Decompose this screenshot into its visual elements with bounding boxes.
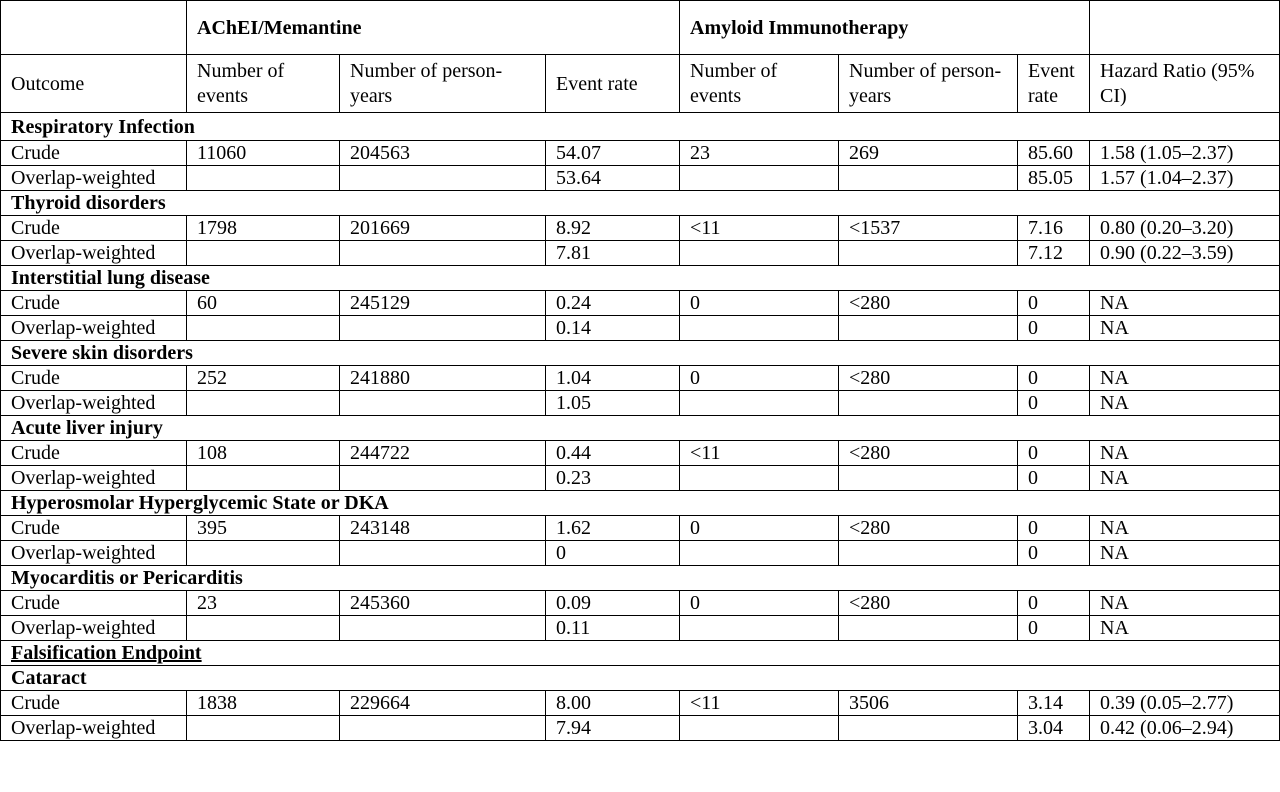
amyloid-events-cell: 0 xyxy=(680,366,839,391)
section-header-row xyxy=(1,266,1280,291)
outcome-cell: Crude xyxy=(1,691,187,716)
hazard-ratio-cell: 0.39 (0.05–2.77) xyxy=(1090,691,1280,716)
group-header-achei: AChEI/Memantine xyxy=(187,1,680,55)
achei-events-cell: 395 xyxy=(187,516,340,541)
achei-person-years-cell xyxy=(340,541,546,566)
amyloid-event-rate-cell: 0 xyxy=(1018,366,1090,391)
achei-event-rate-cell: 0.23 xyxy=(546,466,680,491)
amyloid-events-cell xyxy=(680,616,839,641)
table-row xyxy=(1,591,1280,616)
amyloid-person-years-cell: <280 xyxy=(839,591,1018,616)
section-header-row xyxy=(1,191,1280,216)
outcome-cell: Overlap-weighted xyxy=(1,616,187,641)
amyloid-person-years-cell: <280 xyxy=(839,441,1018,466)
column-header-row xyxy=(1,55,1280,113)
hazard-ratio-cell: NA xyxy=(1090,291,1280,316)
section-header-row xyxy=(1,341,1280,366)
amyloid-events-cell xyxy=(680,466,839,491)
achei-events-cell xyxy=(187,541,340,566)
achei-event-rate-cell: 8.92 xyxy=(546,216,680,241)
achei-event-rate-cell: 0.44 xyxy=(546,441,680,466)
achei-events-cell: 60 xyxy=(187,291,340,316)
amyloid-event-rate-cell: 0 xyxy=(1018,466,1090,491)
achei-person-years-cell: 229664 xyxy=(340,691,546,716)
table-row xyxy=(1,291,1280,316)
outcome-cell: Overlap-weighted xyxy=(1,316,187,341)
table-row xyxy=(1,691,1280,716)
achei-events-cell xyxy=(187,241,340,266)
table-row xyxy=(1,391,1280,416)
amyloid-event-rate-cell: 3.04 xyxy=(1018,716,1090,741)
hazard-ratio-cell: 0.42 (0.06–2.94) xyxy=(1090,716,1280,741)
amyloid-events-cell: <11 xyxy=(680,691,839,716)
achei-events-cell: 108 xyxy=(187,441,340,466)
achei-person-years-cell xyxy=(340,391,546,416)
hazard-ratio-cell: NA xyxy=(1090,516,1280,541)
col-header-achei-person-years: Number of person-years xyxy=(340,55,546,113)
section-header-row xyxy=(1,113,1280,141)
col-header-amyloid-person-years: Number of person-years xyxy=(839,55,1018,113)
col-header-outcome: Outcome xyxy=(1,55,187,113)
outcome-cell: Overlap-weighted xyxy=(1,241,187,266)
hazard-ratio-cell: NA xyxy=(1090,466,1280,491)
amyloid-person-years-cell xyxy=(839,241,1018,266)
amyloid-events-cell: 0 xyxy=(680,591,839,616)
outcome-cell: Crude xyxy=(1,141,187,166)
group-header-row xyxy=(1,1,1280,55)
group-header-blank-left xyxy=(1,1,187,55)
col-header-amyloid-events: Number of events xyxy=(680,55,839,113)
col-header-achei-event-rate: Event rate xyxy=(546,55,680,113)
outcome-cell: Crude xyxy=(1,516,187,541)
amyloid-person-years-cell: 3506 xyxy=(839,691,1018,716)
table-row xyxy=(1,366,1280,391)
achei-event-rate-cell: 0.14 xyxy=(546,316,680,341)
achei-person-years-cell xyxy=(340,166,546,191)
achei-event-rate-cell: 0 xyxy=(546,541,680,566)
col-header-achei-events: Number of events xyxy=(187,55,340,113)
amyloid-event-rate-cell: 7.12 xyxy=(1018,241,1090,266)
section-header-row xyxy=(1,566,1280,591)
amyloid-events-cell xyxy=(680,716,839,741)
achei-event-rate-cell: 1.04 xyxy=(546,366,680,391)
achei-events-cell xyxy=(187,166,340,191)
col-header-hazard-ratio: Hazard Ratio (95% CI) xyxy=(1090,55,1280,113)
group-header-blank-right xyxy=(1090,1,1280,55)
amyloid-events-cell: 23 xyxy=(680,141,839,166)
col-header-amyloid-event-rate: Event rate xyxy=(1018,55,1090,113)
section-title: Myocarditis or Pericarditis xyxy=(1,566,1280,591)
amyloid-event-rate-cell: 0 xyxy=(1018,616,1090,641)
table-row xyxy=(1,541,1280,566)
section-title: Interstitial lung disease xyxy=(1,266,1280,291)
amyloid-events-cell: 0 xyxy=(680,291,839,316)
amyloid-person-years-cell xyxy=(839,716,1018,741)
section-header-row xyxy=(1,641,1280,666)
amyloid-person-years-cell xyxy=(839,166,1018,191)
amyloid-events-cell: 0 xyxy=(680,516,839,541)
amyloid-person-years-cell xyxy=(839,616,1018,641)
amyloid-person-years-cell: <280 xyxy=(839,516,1018,541)
achei-events-cell: 11060 xyxy=(187,141,340,166)
table-row xyxy=(1,716,1280,741)
achei-event-rate-cell: 7.94 xyxy=(546,716,680,741)
section-title: Thyroid disorders xyxy=(1,191,1280,216)
section-title: Hyperosmolar Hyperglycemic State or DKA xyxy=(1,491,1280,516)
section-title: Severe skin disorders xyxy=(1,341,1280,366)
section-title: Respiratory Infection xyxy=(1,113,1280,141)
hazard-ratio-cell: NA xyxy=(1090,441,1280,466)
achei-event-rate-cell: 1.05 xyxy=(546,391,680,416)
section-title: Cataract xyxy=(1,666,1280,691)
outcome-cell: Crude xyxy=(1,291,187,316)
achei-event-rate-cell: 54.07 xyxy=(546,141,680,166)
group-header-amyloid: Amyloid Immunotherapy xyxy=(680,1,1090,55)
table-row xyxy=(1,516,1280,541)
achei-events-cell xyxy=(187,391,340,416)
section-title: Falsification Endpoint xyxy=(1,641,1280,666)
outcome-cell: Overlap-weighted xyxy=(1,541,187,566)
amyloid-person-years-cell xyxy=(839,541,1018,566)
outcome-cell: Crude xyxy=(1,441,187,466)
amyloid-person-years-cell: <280 xyxy=(839,291,1018,316)
amyloid-person-years-cell xyxy=(839,391,1018,416)
hazard-ratio-cell: NA xyxy=(1090,591,1280,616)
table-row xyxy=(1,466,1280,491)
outcome-cell: Overlap-weighted xyxy=(1,716,187,741)
amyloid-events-cell xyxy=(680,166,839,191)
achei-event-rate-cell: 1.62 xyxy=(546,516,680,541)
section-header-row xyxy=(1,666,1280,691)
achei-events-cell: 1838 xyxy=(187,691,340,716)
amyloid-event-rate-cell: 0 xyxy=(1018,591,1090,616)
hazard-ratio-cell: 1.58 (1.05–2.37) xyxy=(1090,141,1280,166)
amyloid-event-rate-cell: 85.60 xyxy=(1018,141,1090,166)
amyloid-event-rate-cell: 7.16 xyxy=(1018,216,1090,241)
table-row xyxy=(1,441,1280,466)
achei-person-years-cell xyxy=(340,466,546,491)
outcome-cell: Crude xyxy=(1,591,187,616)
table-row xyxy=(1,316,1280,341)
amyloid-events-cell: <11 xyxy=(680,216,839,241)
amyloid-person-years-cell xyxy=(839,316,1018,341)
section-header-row xyxy=(1,491,1280,516)
achei-events-cell: 23 xyxy=(187,591,340,616)
table-row xyxy=(1,141,1280,166)
amyloid-events-cell xyxy=(680,316,839,341)
section-header-row xyxy=(1,416,1280,441)
amyloid-event-rate-cell: 85.05 xyxy=(1018,166,1090,191)
amyloid-event-rate-cell: 0 xyxy=(1018,316,1090,341)
amyloid-events-cell xyxy=(680,391,839,416)
achei-events-cell xyxy=(187,616,340,641)
outcome-cell: Overlap-weighted xyxy=(1,391,187,416)
achei-person-years-cell: 244722 xyxy=(340,441,546,466)
achei-person-years-cell xyxy=(340,241,546,266)
outcome-cell: Crude xyxy=(1,366,187,391)
achei-event-rate-cell: 7.81 xyxy=(546,241,680,266)
outcome-cell: Crude xyxy=(1,216,187,241)
amyloid-event-rate-cell: 0 xyxy=(1018,541,1090,566)
amyloid-event-rate-cell: 3.14 xyxy=(1018,691,1090,716)
amyloid-events-cell xyxy=(680,241,839,266)
amyloid-event-rate-cell: 0 xyxy=(1018,516,1090,541)
achei-events-cell xyxy=(187,716,340,741)
hazard-ratio-cell: NA xyxy=(1090,616,1280,641)
amyloid-event-rate-cell: 0 xyxy=(1018,391,1090,416)
outcome-cell: Overlap-weighted xyxy=(1,166,187,191)
amyloid-event-rate-cell: 0 xyxy=(1018,291,1090,316)
hazard-ratio-cell: NA xyxy=(1090,391,1280,416)
achei-event-rate-cell: 0.11 xyxy=(546,616,680,641)
achei-person-years-cell: 245360 xyxy=(340,591,546,616)
table-row xyxy=(1,241,1280,266)
hazard-ratio-cell: NA xyxy=(1090,541,1280,566)
hazard-ratio-cell: 0.80 (0.20–3.20) xyxy=(1090,216,1280,241)
achei-person-years-cell: 204563 xyxy=(340,141,546,166)
achei-person-years-cell: 241880 xyxy=(340,366,546,391)
achei-events-cell: 252 xyxy=(187,366,340,391)
outcome-cell: Overlap-weighted xyxy=(1,466,187,491)
achei-event-rate-cell: 0.24 xyxy=(546,291,680,316)
achei-person-years-cell: 245129 xyxy=(340,291,546,316)
amyloid-person-years-cell: <1537 xyxy=(839,216,1018,241)
amyloid-event-rate-cell: 0 xyxy=(1018,441,1090,466)
achei-person-years-cell: 243148 xyxy=(340,516,546,541)
amyloid-person-years-cell xyxy=(839,466,1018,491)
achei-person-years-cell xyxy=(340,616,546,641)
hazard-ratio-cell: 0.90 (0.22–3.59) xyxy=(1090,241,1280,266)
hazard-ratio-cell: NA xyxy=(1090,316,1280,341)
achei-event-rate-cell: 53.64 xyxy=(546,166,680,191)
achei-person-years-cell xyxy=(340,316,546,341)
achei-event-rate-cell: 0.09 xyxy=(546,591,680,616)
hazard-ratio-cell: NA xyxy=(1090,366,1280,391)
amyloid-person-years-cell: <280 xyxy=(839,366,1018,391)
amyloid-events-cell: <11 xyxy=(680,441,839,466)
amyloid-person-years-cell: 269 xyxy=(839,141,1018,166)
achei-person-years-cell xyxy=(340,716,546,741)
table-row xyxy=(1,216,1280,241)
table-row xyxy=(1,166,1280,191)
hazard-ratio-cell: 1.57 (1.04–2.37) xyxy=(1090,166,1280,191)
table-row xyxy=(1,616,1280,641)
achei-events-cell xyxy=(187,466,340,491)
achei-event-rate-cell: 8.00 xyxy=(546,691,680,716)
achei-person-years-cell: 201669 xyxy=(340,216,546,241)
achei-events-cell: 1798 xyxy=(187,216,340,241)
section-title: Acute liver injury xyxy=(1,416,1280,441)
achei-events-cell xyxy=(187,316,340,341)
amyloid-events-cell xyxy=(680,541,839,566)
